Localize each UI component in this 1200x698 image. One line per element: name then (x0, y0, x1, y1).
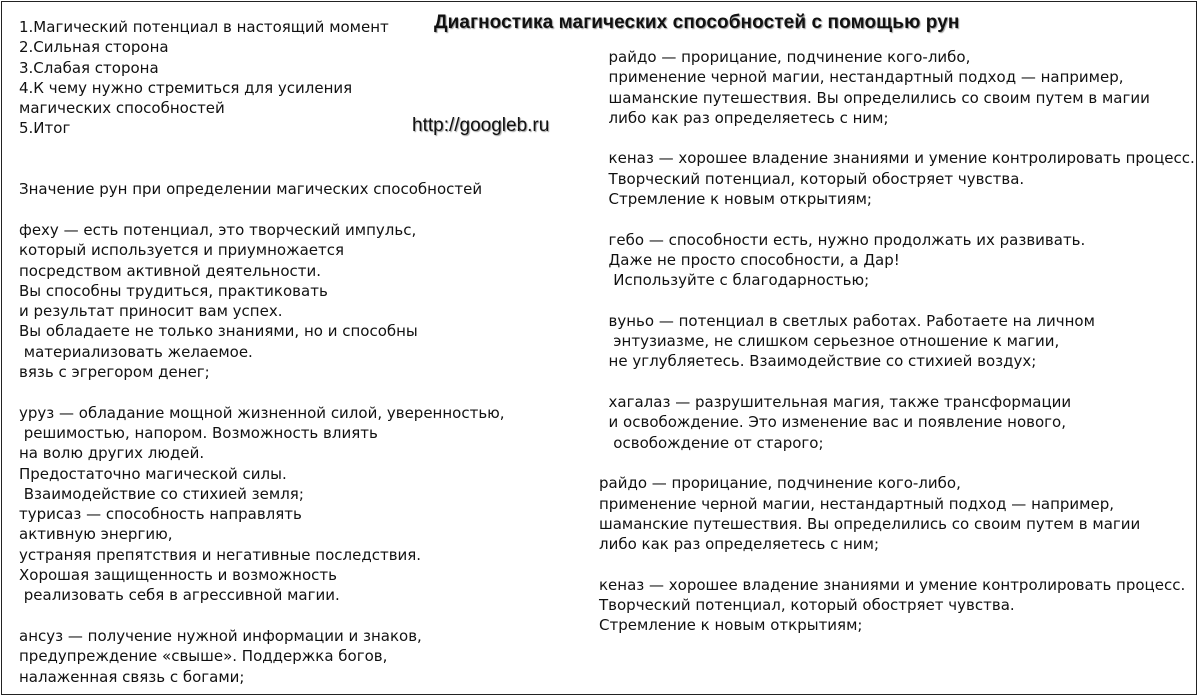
right-text-line: либо как раз определяетесь с ним; (599, 535, 880, 554)
right-text-line (599, 209, 1195, 229)
right-text-line: хагалаз — разрушительная магия, также трансформации (599, 393, 1072, 412)
left-column-text (19, 17, 505, 687)
right-text-line: и освобождение. Это изменение вас и появление нового, (599, 413, 1066, 432)
right-text-line: гебо — способности есть, нужно продолжать их развивать. (599, 230, 1086, 249)
right-text-line: Творческий потенциал, который обостряет чувства. (599, 596, 1015, 615)
right-text-line: райдо — прорицание, подчинение кого-либо, (599, 474, 961, 493)
right-text-line: энтузиазме, не слишком серьезное отношение к магии, (599, 332, 1060, 351)
left-text-line: на волю других людей. (19, 444, 205, 463)
right-text-line: Даже не просто способности, а Дар! (599, 250, 900, 269)
left-text-line: налаженная связь с богами; (19, 667, 245, 686)
right-text-line: не углубляетесь. Взаимодействие со стихией воздух; (599, 352, 1037, 371)
right-text-line (599, 291, 1195, 311)
left-text-line: реализовать себя в агрессивной магии. (19, 586, 340, 605)
left-text-line: который используется и приумножается (19, 241, 345, 260)
left-text-line: турисаз — способность направлять (19, 505, 302, 524)
left-text-line: и результат приносит вам успех. (19, 302, 283, 321)
website-watermark: http://googleb.ru (412, 115, 550, 136)
left-text-line: Предостаточно магической силы. (19, 464, 287, 483)
right-text-line: Творческий потенциал, который обостряет чувства. (599, 169, 1025, 188)
right-text-line: вуньо — потенциал в светлых работах. Работаете на личном (599, 311, 1095, 330)
left-text-line (19, 159, 505, 179)
right-text-line: Стремление к новым открытиям; (599, 190, 872, 209)
right-text-line: либо как раз определяетесь с ним; (599, 108, 889, 127)
right-text-line (599, 453, 1195, 473)
right-text-line: кеназ — хорошее владение знаниями и умение контролировать процесс. (599, 149, 1195, 168)
left-text-line (19, 382, 505, 402)
left-text-line: магических способностей (19, 99, 225, 118)
left-text-line: ансуз — получение нужной информации и знаков, (19, 626, 422, 645)
left-text-line: посредством активной деятельности. (19, 261, 322, 280)
left-text-line: 2.Сильная сторона (19, 38, 169, 57)
left-text-line: устраняя препятствия и негативные последствия. (19, 545, 422, 564)
left-text-line: 1.Магический потенциал в настоящий момент (19, 18, 389, 36)
left-text-line (19, 200, 505, 220)
left-text-line (19, 606, 505, 626)
right-text-line: Стремление к новым открытиям; (599, 616, 863, 635)
left-text-line: Вы обладаете не только знаниями, но и способны (19, 322, 418, 341)
right-text-line (599, 554, 1195, 574)
right-text-line (599, 128, 1195, 148)
left-text-line: 3.Слабая сторона (19, 58, 159, 77)
right-text-line: кеназ — хорошее владение знаниями и умение контролировать процесс. (599, 575, 1186, 594)
left-text-line: вязь с эгрегором денег; (19, 363, 210, 382)
left-text-line: Взаимодействие со стихией земля; (19, 484, 304, 503)
right-text-line: шаманские путешествия. Вы определились со своим путем в магии (599, 88, 1150, 107)
right-text-line: шаманские путешествия. Вы определились со своим путем в магии (599, 514, 1141, 533)
left-text-line: уруз — обладание мощной жизненной силой, уверенностью, (19, 403, 505, 422)
right-text-line (599, 372, 1195, 392)
left-text-line: предупреждение «свыше». Поддержка богов, (19, 647, 388, 666)
left-text-line: феху — есть потенциал, это творческий импульс, (19, 220, 417, 239)
left-text-line: Значение рун при определении магических способностей (19, 180, 483, 199)
left-text-line: материализовать желаемое. (19, 342, 253, 361)
left-text-line: Вы способны трудиться, практиковать (19, 281, 328, 300)
left-text-line: активную энергию, (19, 525, 173, 544)
left-text-line: Хорошая защищенность и возможность (19, 566, 337, 585)
right-text-line: Используйте с благодарностью; (599, 271, 870, 290)
right-text-line: применение черной магии, нестандартный подход — например, (599, 494, 1114, 513)
left-text-line (19, 139, 505, 159)
page-title: Диагностика магических способностей с помощью рун (434, 12, 960, 33)
left-text-line: 4.К чему нужно стремиться для усиления (19, 78, 353, 97)
right-text-line: применение черной магии, нестандартный подход — например, (599, 68, 1124, 87)
right-text-line: райдо — прорицание, подчинение кого-либо, (599, 48, 971, 66)
left-text-line: решимостью, напором. Возможность влиять (19, 423, 378, 442)
right-column-text (599, 47, 1195, 636)
left-text-line: 5.Итог (19, 119, 71, 138)
right-text-line: освобождение от старого; (599, 433, 824, 452)
